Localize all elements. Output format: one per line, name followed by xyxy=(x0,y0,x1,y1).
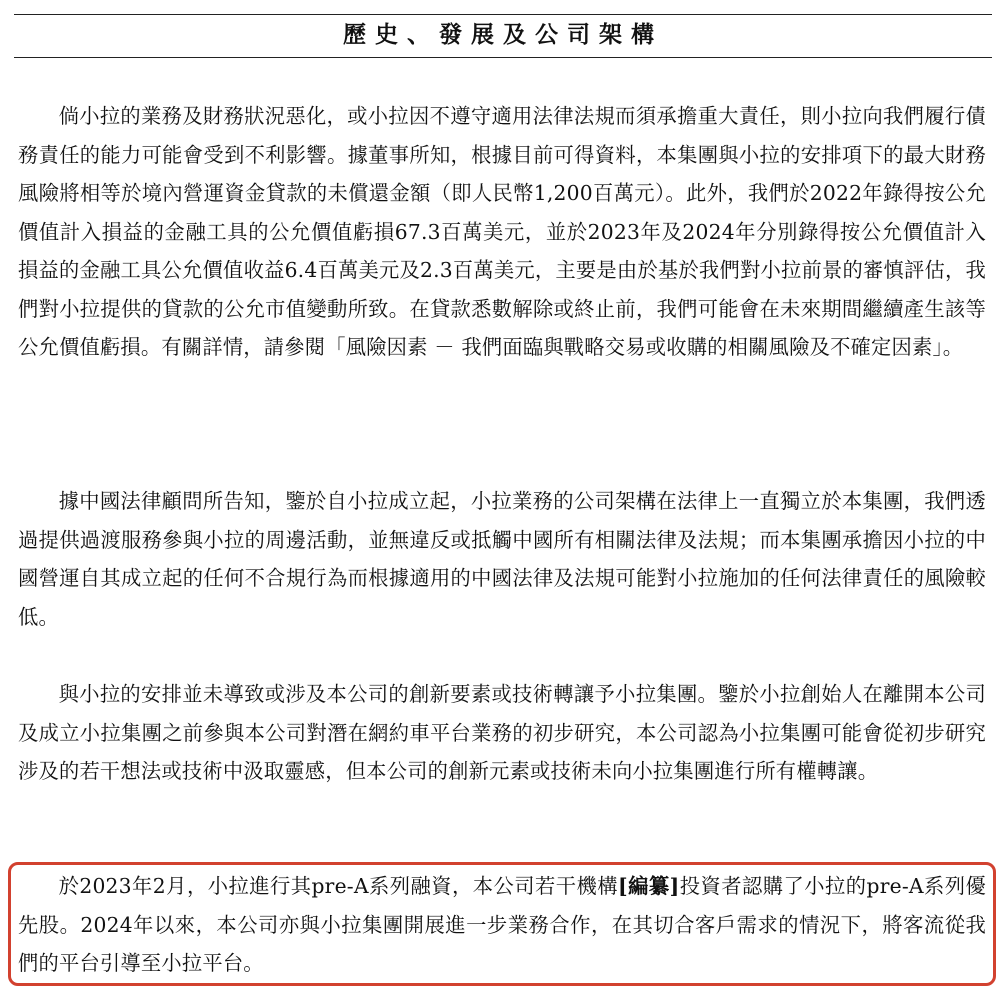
paragraph-pre-a-text-end: 投資者認購了小拉的pre-A系列優先股。2024年以來，本公司亦與小拉集團開展進一步業務合作，在其切合客戶需求的情況下，將客流從我們的平台引導至小拉平台。 xyxy=(18,874,986,975)
page-title: 歷史、發展及公司架構 xyxy=(343,22,663,48)
paragraph-financial-risk: 倘小拉的業務及財務狀況惡化，或小拉因不遵守適用法律法規而須承擔重大責任，則小拉向我們履行債務責任的能力可能會受到不利影響。據董事所知，根據目前可得資料，本集團與小拉的安排項下的最大財務風險將相等於境內營運資金貸款的未償還金額（即人民幣1,200百萬元）。此外，我們於2022年錄得按公允價值計入損益的金融工具的公允價值虧損67.3百萬美元，並於2023年及2024年分別錄得按公允價值計入損益的金融工具公允價值收益6.4百萬美元及2.3百萬美元，主要是由於基於我們對小拉前景的審慎評估，我們對小拉提供的貸款的公允市值變動所致。在貸款悉數解除或終止前，我們可能會在未來期間繼續產生該等公允價值虧損。有關詳情，請參閱「風險因素 － 我們面臨與戰略交易或收購的相關風險及不確定因素」。 xyxy=(18,104,986,359)
paragraph-pre-a-text-start: 於2023年2月，小拉進行其pre-A系列融資，本公司若干機構 xyxy=(58,874,619,898)
paragraph-technology-transfer: 與小拉的安排並未導致或涉及本公司的創新要素或技術轉讓予小拉集團。鑒於小拉創始人在離開本公司及成立小拉集團之前參與本公司對潛在網約車平台業務的初步研究，本公司認為小拉集團可能會從初步研究涉及的若干想法或技術中汲取靈感，但本公司的創新元素或技術未向小拉集團進行所有權轉讓。 xyxy=(18,682,986,783)
paragraph-pre-a-financing xyxy=(18,867,986,983)
redacted-marker: [編纂] xyxy=(618,874,680,898)
section-header xyxy=(14,14,992,58)
paragraph-legal-opinion: 據中國法律顧問所告知，鑒於自小拉成立起，小拉業務的公司架構在法律上一直獨立於本集團，我們透過提供過渡服務參與小拉的周邊活動，並無違反或抵觸中國所有相關法律及法規；而本集團承擔因小拉的中國營運自其成立起的任何不合規行為而根據適用的中國法律及法規可能對小拉施加的任何法律責任的風險較低。 xyxy=(18,489,986,629)
